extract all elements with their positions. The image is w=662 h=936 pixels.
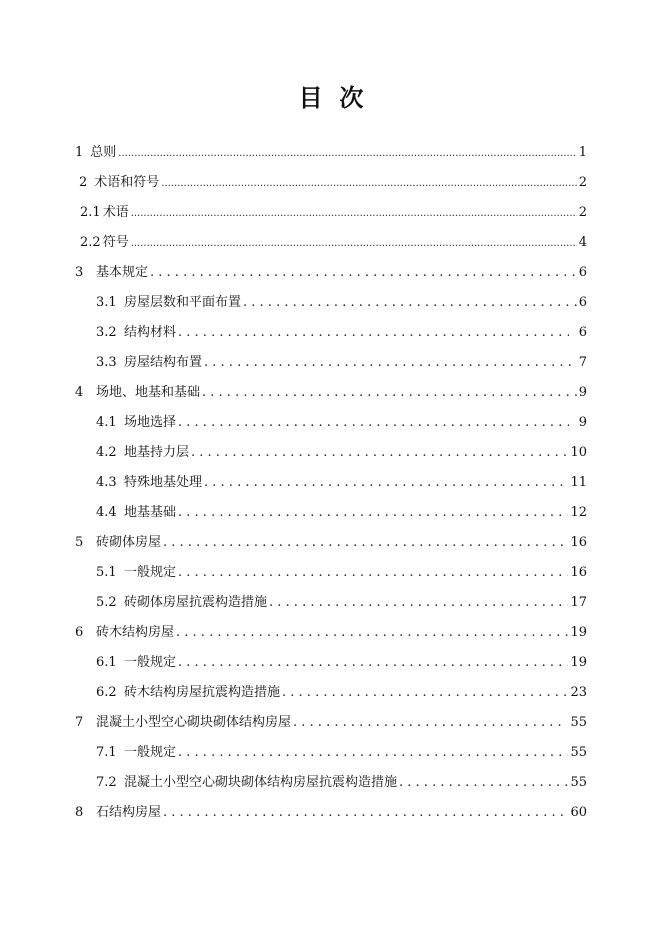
toc-entry: [96, 504, 587, 522]
toc-leader: [204, 474, 568, 492]
toc-leader: [243, 294, 577, 312]
toc-entry-number: 6.1: [96, 655, 117, 670]
toc-entry-number: 3.2: [96, 325, 117, 340]
toc-entry-number: 4.3: [96, 475, 117, 490]
toc-entry-number: 3: [75, 265, 84, 280]
toc-entry: [96, 594, 587, 612]
toc-leader: [178, 504, 568, 522]
toc-entry-number: 8: [75, 805, 84, 820]
toc-entry-label: 总则: [90, 145, 117, 160]
toc-entry-number: 4.1: [96, 415, 117, 430]
toc-entry-number: 3.3: [96, 355, 117, 370]
toc-entry-page: 23: [570, 685, 587, 700]
toc-entry-page: 19: [570, 655, 587, 670]
toc-entry-page: 55: [570, 715, 587, 730]
toc-entry-label: 一般规定: [124, 565, 177, 580]
toc-entry-label: 场地、地基和基础: [96, 385, 201, 400]
toc-entry-page: 7: [578, 355, 587, 370]
toc-entry-page: 6: [578, 325, 587, 340]
toc-entry-number: 6.2: [96, 685, 117, 700]
toc-entry: [96, 324, 587, 342]
toc-entry-page: 11: [570, 475, 587, 490]
toc-entry-label: 房屋层数和平面布置: [124, 295, 242, 310]
toc-entry-number: 2.1: [80, 205, 101, 220]
toc-entry-page: 2: [578, 175, 587, 190]
toc-entry: [96, 474, 587, 492]
toc-entry: [96, 294, 587, 312]
toc-entry-page: 19: [570, 625, 587, 640]
toc-entry: [75, 714, 587, 732]
toc-entry-page: 55: [570, 775, 587, 790]
toc-entry-label: 砖砌体房屋抗震构造措施: [124, 595, 268, 610]
toc-entry-label: 混凝土小型空心砌块砌体结构房屋: [96, 715, 292, 730]
toc-entry-label: 特殊地基处理: [124, 475, 203, 490]
page-title: 目 次: [298, 83, 364, 112]
toc-entry-label: 地基基础: [124, 505, 177, 520]
toc-entry-label: 混凝土小型空心砌块砌体结构房屋抗震构造措施: [124, 775, 398, 790]
toc-leader: [118, 144, 576, 163]
toc-leader: [163, 534, 568, 552]
toc-leader: [178, 324, 569, 342]
toc-entry: [75, 804, 587, 822]
toc-entry-page: 10: [570, 445, 587, 460]
toc-entry-page: 2: [578, 205, 587, 220]
toc-entry: [80, 204, 587, 222]
toc-entry-number: 5.2: [96, 595, 117, 610]
toc-entry: [75, 534, 587, 552]
toc-entry-label: 砖砌体房屋: [96, 535, 162, 550]
toc-entry-page: 55: [570, 745, 587, 760]
toc-leader: [131, 204, 577, 223]
toc-entry-page: 6: [578, 265, 587, 280]
toc-leader: [399, 774, 568, 792]
toc-entry: [75, 624, 587, 642]
toc-entry-page: 1: [578, 145, 587, 160]
toc-entry: [96, 654, 587, 672]
toc-entry: [96, 744, 587, 762]
toc-entry-label: 符号: [102, 235, 129, 250]
toc-entry-number: 4: [75, 385, 84, 400]
toc-entry-label: 术语: [102, 205, 129, 220]
toc-entry-label: 一般规定: [124, 655, 177, 670]
toc-entry-page: 9: [578, 385, 587, 400]
toc-entry: [96, 774, 587, 792]
toc-entry-number: 5.1: [96, 565, 117, 580]
toc-entry: [96, 354, 587, 372]
toc-leader: [150, 264, 577, 282]
toc-entry: [75, 264, 587, 282]
toc-entry: [96, 444, 587, 462]
toc-entry-number: 1: [75, 145, 84, 160]
toc-entry-label: 砖木结构房屋抗震构造措施: [124, 685, 281, 700]
toc-entry-page: 6: [578, 295, 587, 310]
toc-entry-label: 石结构房屋: [96, 805, 162, 820]
toc-entry-number: 6: [75, 625, 84, 640]
toc-entry: [96, 564, 587, 582]
toc-entry-label: 房屋结构布置: [124, 355, 203, 370]
toc-entry: [80, 234, 587, 252]
toc-entry-page: 60: [570, 805, 587, 820]
toc-entry-label: 场地选择: [124, 415, 177, 430]
toc-entry-label: 地基持力层: [124, 445, 190, 460]
toc-entry-label: 基本规定: [96, 265, 149, 280]
toc-entry-label: 结构材料: [124, 325, 177, 340]
toc-leader: [161, 174, 576, 193]
toc-entry-number: 7.1: [96, 745, 117, 760]
toc-entry-page: 12: [570, 505, 587, 520]
toc-entry: [79, 174, 587, 192]
toc-entry-number: 5: [75, 535, 84, 550]
toc-leader: [178, 744, 568, 762]
toc-entry-label: 一般规定: [124, 745, 177, 760]
toc-leader: [178, 654, 568, 672]
toc-leader: [202, 384, 577, 402]
toc-leader: [176, 624, 568, 642]
toc-entry-page: 16: [570, 565, 587, 580]
toc-entry-page: 17: [570, 595, 587, 610]
toc-entry: [96, 684, 587, 702]
toc-entry-number: 4.2: [96, 445, 117, 460]
toc-leader: [178, 564, 568, 582]
toc-entry-number: 7: [75, 715, 84, 730]
toc-entry-page: 4: [578, 235, 587, 250]
toc-leader: [163, 804, 568, 822]
toc-entry-number: 2.2: [80, 235, 101, 250]
toc-leader: [269, 594, 568, 612]
toc-entry-number: 3.1: [96, 295, 117, 310]
toc-entry: [75, 384, 587, 402]
toc-leader: [178, 414, 569, 432]
toc-entry-label: 砖木结构房屋: [96, 625, 175, 640]
toc-leader: [131, 234, 577, 253]
toc-leader: [293, 714, 564, 732]
toc-entry-number: 2: [79, 175, 88, 190]
toc-entry: [75, 144, 587, 162]
toc-entry: [96, 414, 587, 432]
toc-leader: [191, 444, 568, 462]
toc-entry-number: 4.4: [96, 505, 117, 520]
toc-entry-page: 16: [570, 535, 587, 550]
toc-entry-label: 术语和符号: [94, 175, 160, 190]
toc-entry-page: 9: [578, 415, 587, 430]
toc-entry-number: 7.2: [96, 775, 117, 790]
toc-leader: [282, 684, 568, 702]
toc-leader: [204, 354, 577, 372]
